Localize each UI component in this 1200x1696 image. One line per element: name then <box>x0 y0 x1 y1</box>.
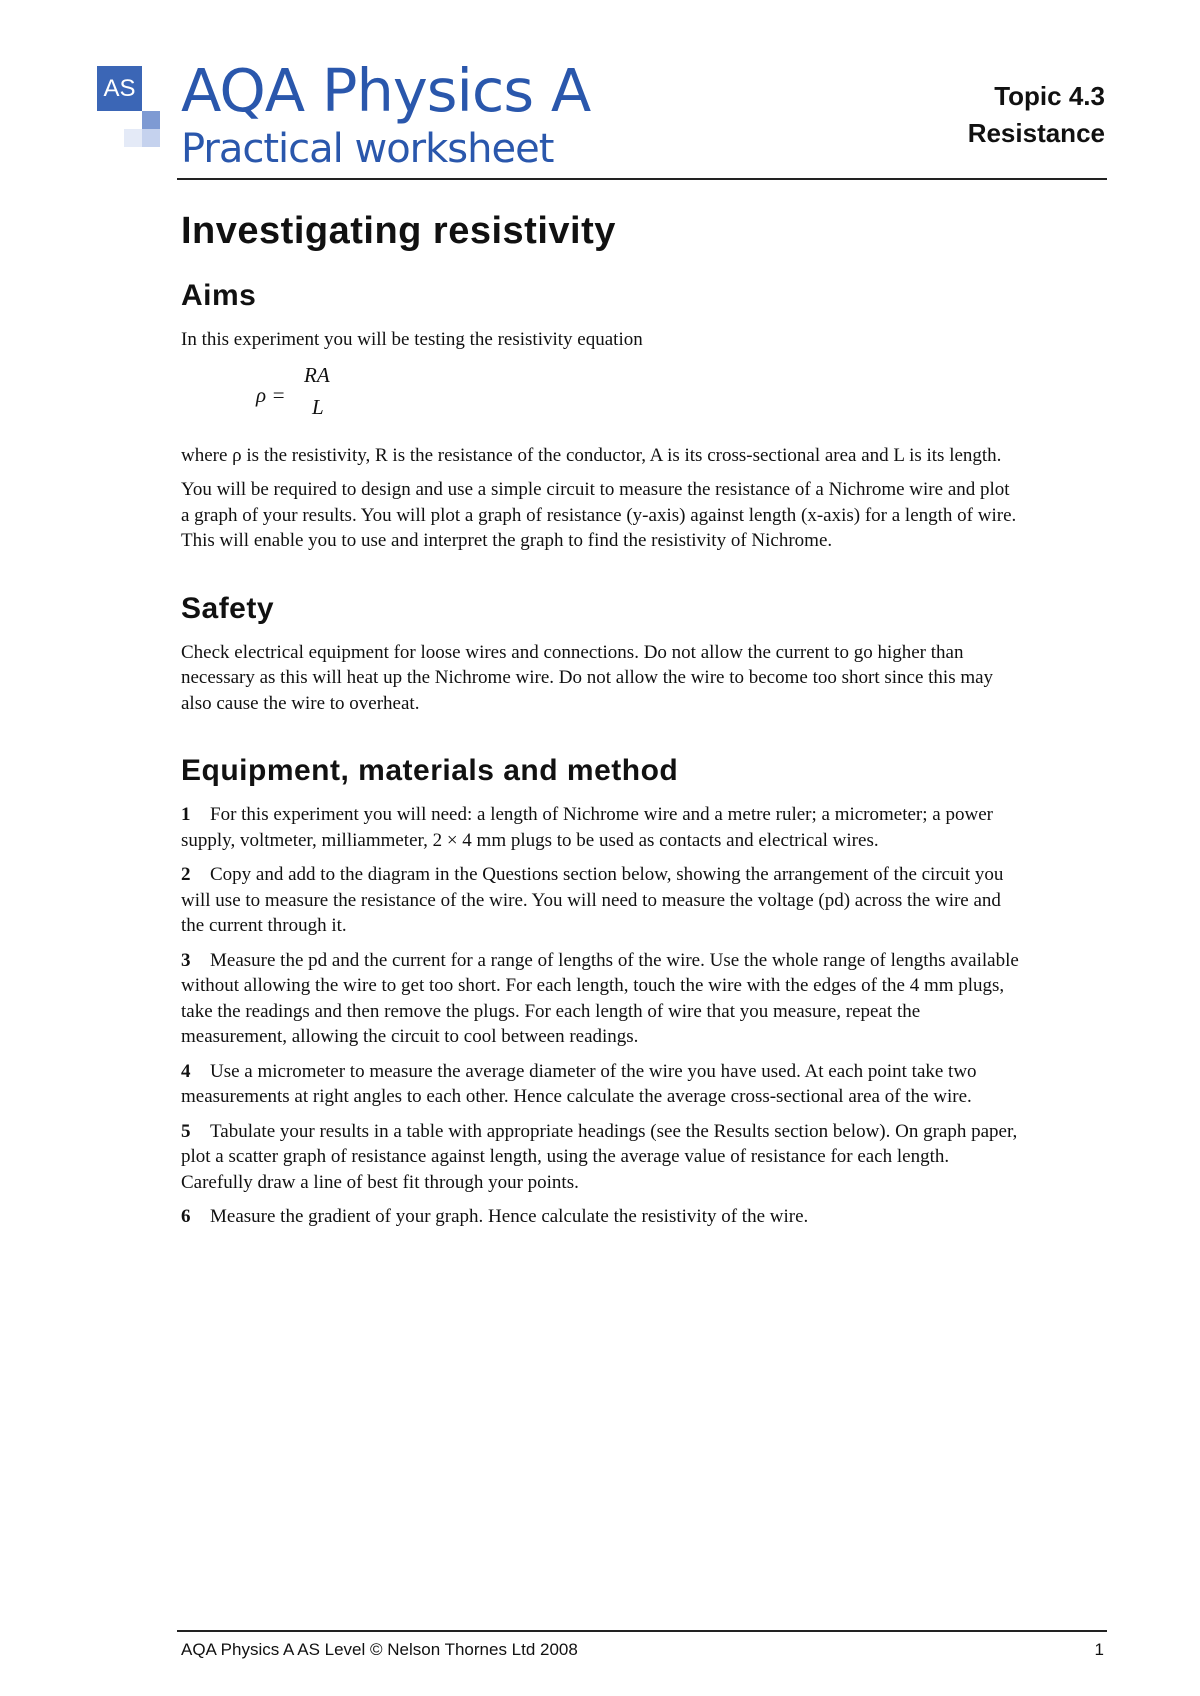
method-item-number: 2 <box>181 864 191 885</box>
method-item-number: 4 <box>181 1060 191 1082</box>
aims-where: where ρ is the resistivity, R is the resistance of the conductor, A is its cross-sectional area and L is its length. <box>181 444 1002 466</box>
method-heading: Equipment, materials and method <box>181 754 679 787</box>
method-item-number: 5 <box>181 1120 191 1142</box>
header-divider <box>177 178 1107 180</box>
method-item <box>181 862 1021 939</box>
footer-divider <box>177 1630 1107 1632</box>
method-item-text: Use a micrometer to measure the average diameter of the wire you have used. At each point take two measurements at right angles to each other. Hence calculate the average cross-sectional area of the wire. <box>181 1060 977 1107</box>
method-item-text: Tabulate your results in a table with appropriate headings (see the Results section below). On graph paper, plot a scatter graph of resistance against length, using the average value of resistance for each length. Carefully draw a line of best fit through your points. <box>181 1120 1018 1193</box>
method-item <box>181 1119 1021 1196</box>
topic-label <box>968 78 1105 152</box>
method-item-text: For this experiment you will need: a length of Nichrome wire and a metre ruler; a micrometer; a power supply, voltmeter, milliammeter, 2 × 4 mm plugs to be used as contacts and electrical wires. <box>181 804 993 851</box>
topic-number: Topic 4.3 <box>994 81 1105 111</box>
safety-heading: Safety <box>181 591 275 625</box>
equation-denominator: L <box>312 394 324 419</box>
method-item <box>181 1059 1021 1110</box>
page-number: 1 <box>1094 1640 1104 1659</box>
method-item <box>181 802 1021 853</box>
topic-name: Resistance <box>967 118 1105 148</box>
footer-copyright: AQA Physics A AS Level © Nelson Thornes Ltd 2008 <box>181 1640 578 1659</box>
safety-body: Check electrical equipment for loose wires and connections. Do not allow the current to go higher than necessary as this will heat up the Nichrome wire. Do not allow the wire to become too short since this may also cause the wire to overheat. <box>181 641 994 714</box>
page-title: Investigating resistivity <box>181 210 616 252</box>
brand-title: AQA Physics A <box>181 56 591 125</box>
equation-lhs: ρ = <box>256 382 286 407</box>
resistivity-equation <box>256 362 1021 423</box>
as-badge: AS <box>97 66 142 111</box>
badge-square-decoration <box>142 111 160 129</box>
aims-body: You will be required to design and use a simple circuit to measure the resistance of a Nichrome wire and plot a graph of your results. You will plot a graph of resistance (y-axis) against length (x-axis) for a length of wire. This will enable you to use and interpret the graph to find the resistivity of Nichrome. <box>181 479 1017 551</box>
aims-heading: Aims <box>181 279 257 312</box>
worksheet-body <box>181 210 1021 1239</box>
method-item <box>181 948 1021 1050</box>
method-list <box>181 802 1021 1230</box>
method-item-number: 3 <box>181 949 191 971</box>
brand-subtitle: Practical worksheet <box>181 126 554 172</box>
method-item-text: Copy and add to the diagram in the Questions section below, showing the arrangement of the circuit you will use to measure the resistance of the wire. You will need to measure the voltage (pd) across the wire and the current through it. <box>181 864 1004 936</box>
method-item-number: 1 <box>181 804 191 825</box>
method-item-text: Measure the pd and the current for a range of lengths of the wire. Use the whole range of lengths available without allowing the wire to get too short. For each length, touch the wire with the edges of the 4 mm plugs, take the readings and then remove the plugs. For each length of wire that you measure, repeat the measurement, allowing the circuit to cool between readings. <box>181 949 1019 1047</box>
badge-square-decoration <box>124 129 142 147</box>
badge-square-decoration <box>142 129 160 147</box>
equation-numerator: RA <box>304 362 330 387</box>
method-item-text: Measure the gradient of your graph. Hence calculate the resistivity of the wire. <box>210 1206 809 1227</box>
method-item <box>181 1204 1021 1230</box>
method-item-number: 6 <box>181 1206 191 1227</box>
aims-intro: In this experiment you will be testing the resistivity equation <box>181 329 643 350</box>
